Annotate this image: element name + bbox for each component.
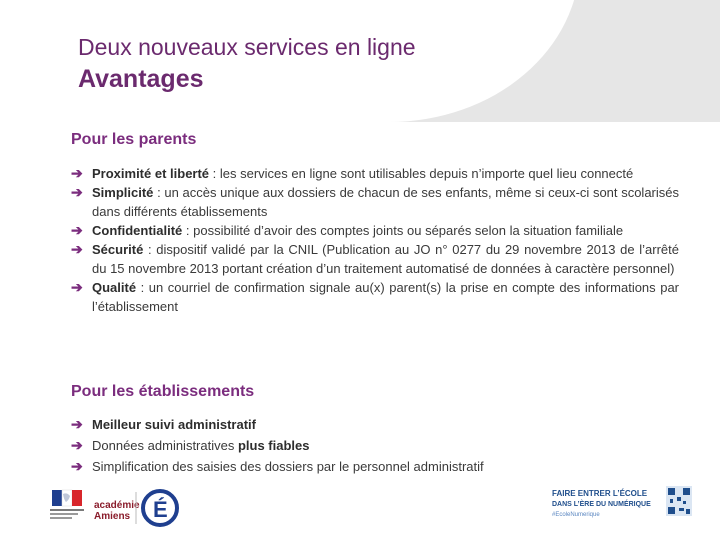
svg-text:Amiens: Amiens: [94, 511, 131, 522]
arrow-right-icon: ➔: [71, 241, 83, 257]
item-text: : un accès unique aux dossiers de chacun de ses enfants, même si ceux-ci sont scolarisés dans différents établissements: [92, 185, 679, 219]
list-item: [71, 221, 679, 240]
arrow-right-icon: ➔: [71, 437, 83, 453]
item-text: : possibilité d’avoir des comptes joints ou séparés selon la situation familiale: [182, 223, 624, 238]
arrow-right-icon: ➔: [71, 184, 83, 200]
slide-title: Deux nouveaux services en ligne: [78, 34, 416, 60]
item-bold-label: plus fiables: [237, 438, 310, 453]
arrow-right-icon: ➔: [71, 416, 83, 432]
item-bold-label: Simplicité: [92, 185, 154, 200]
marianne-icon: [48, 488, 88, 522]
list-item: [71, 164, 679, 183]
list-item: [71, 240, 679, 278]
list-item: [71, 183, 679, 221]
svg-text:#EcoleNumerique: #EcoleNumerique: [552, 512, 600, 518]
list-item: [71, 456, 679, 477]
svg-text:FAIRE ENTRER L’ÉCOLE: FAIRE ENTRER L’ÉCOLE: [552, 489, 648, 498]
academie-e-icon: [92, 486, 206, 528]
list-item: [71, 414, 679, 435]
item-bold-label: Qualité: [92, 280, 137, 295]
arrow-right-icon: ➔: [71, 458, 83, 474]
arrow-right-icon: ➔: [71, 279, 83, 295]
qr-code-icon: [666, 486, 692, 516]
svg-text:académie: académie: [94, 500, 140, 511]
item-text: : un courriel de confirmation signale au(x) parent(s) la prise en compte des informations par l’établissement: [92, 280, 679, 314]
list-item: [71, 435, 679, 456]
item-bold-label: Meilleur suivi administratif: [92, 417, 256, 432]
arrow-right-icon: ➔: [71, 165, 83, 181]
svg-text:DANS L’ÈRE DU NUMÉRIQUE: DANS L’ÈRE DU NUMÉRIQUE: [552, 501, 651, 508]
item-text: Simplification des saisies des dossiers par le personnel administratif: [92, 459, 484, 474]
item-bold-label: Confidentialité: [92, 223, 183, 238]
campaign-banner-icon: [548, 484, 694, 524]
item-text: : dispositif validé par la CNIL (Publication au JO n° 0277 du 29 novembre 2013 de l’arrêté du 15 novembre 2013 portant création d’un traitement automatisé de données à caractère personnel): [92, 242, 679, 276]
etablissements-list: [71, 414, 679, 477]
slide-header: [0, 0, 720, 122]
section-heading-etablissements: Pour les établissements: [71, 383, 255, 400]
item-text: Données administratives: [92, 438, 238, 453]
section-heading-parents: Pour les parents: [71, 131, 197, 148]
arrow-right-icon: ➔: [71, 222, 83, 238]
item-bold-label: Proximité et liberté: [92, 166, 210, 181]
slide-subtitle: Avantages: [78, 65, 204, 93]
item-text: : les services en ligne sont utilisables depuis n’importe quel lieu connecté: [209, 166, 634, 181]
parents-list: [71, 164, 679, 316]
item-bold-label: Sécurité: [92, 242, 144, 257]
list-item: [71, 278, 679, 316]
svg-text:É: É: [153, 497, 168, 522]
campaign-logo: [548, 484, 694, 524]
